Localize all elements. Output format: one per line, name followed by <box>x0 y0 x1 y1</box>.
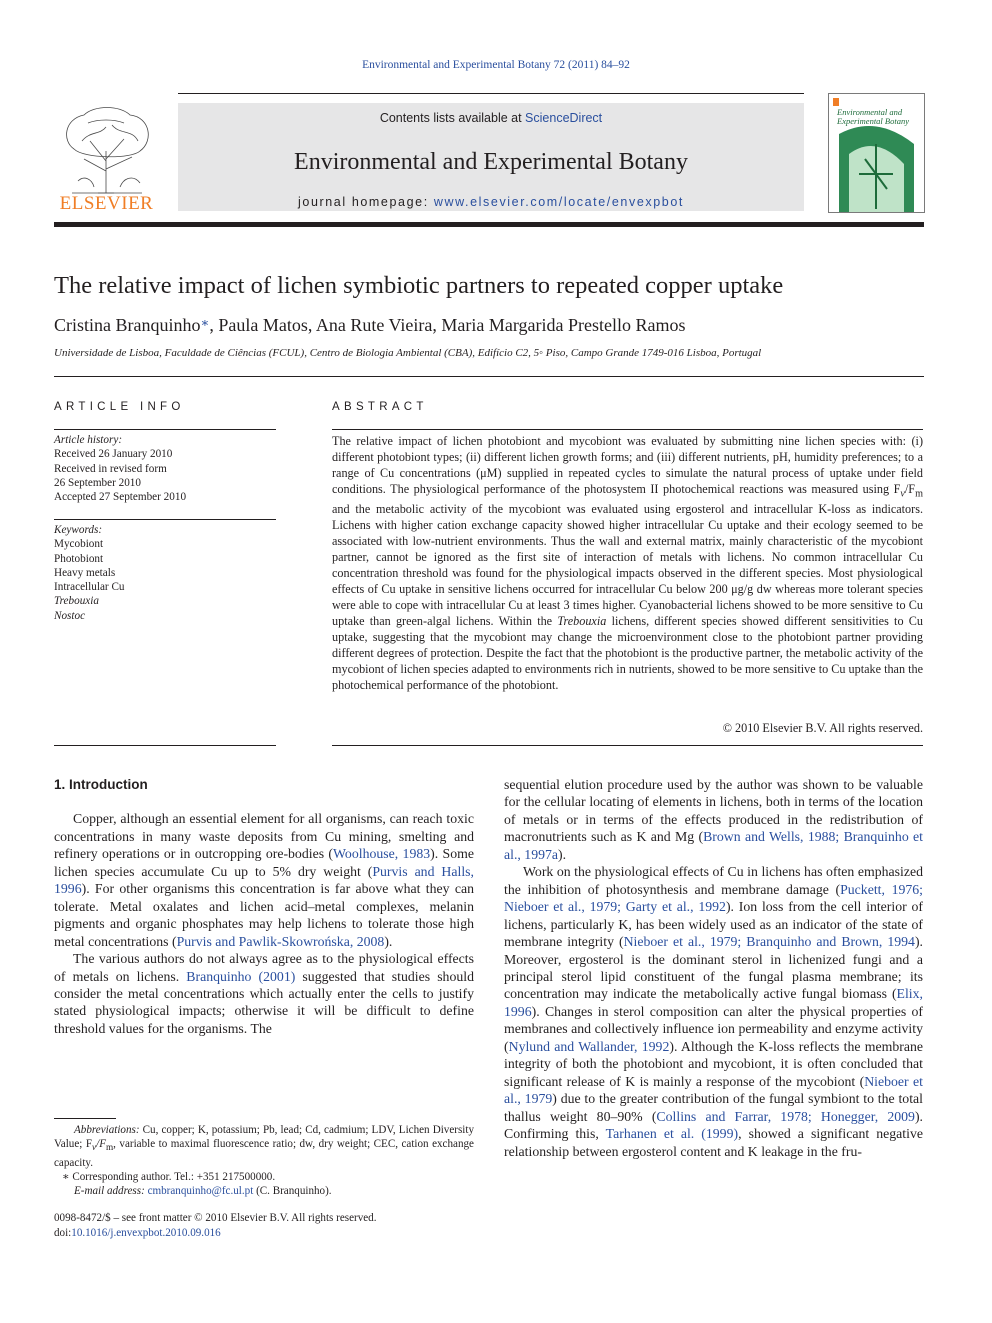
history-label: Article history: <box>54 434 123 446</box>
body-text: sequential elution procedure used by the author was shown to be valuable for the cellular locating of elements in lichens, both in terms of the location of metals or in terms of the effects produced in the redistribution of macronutrients such as K and Mg ( <box>504 777 923 845</box>
abbreviations-note <box>54 1123 474 1170</box>
author-first: Cristina Branquinho <box>54 315 201 335</box>
body-text: ). <box>384 933 393 949</box>
running-head[interactable]: Environmental and Experimental Botany 72 (2011) 84–92 <box>362 59 630 71</box>
keyword: Photobiont <box>54 552 104 565</box>
corr-text: Corresponding author. Tel.: +351 217500000. <box>69 1171 276 1184</box>
abstract-rule-bottom <box>332 745 923 746</box>
email-note <box>54 1184 474 1198</box>
body-text: ). For other organisms this concentration is far above what they can tolerate. Metal oxalates and lichen acid–metal complexes, melanin pigments and organic phosphates may help lichens to tolerate those high metal concentrations ( <box>54 881 474 949</box>
info-rule-top <box>54 429 276 430</box>
banner-rule <box>178 93 804 94</box>
abstract-text <box>332 434 923 694</box>
fm-subscript: m <box>915 488 923 500</box>
history-line: Received 26 January 2010 <box>54 448 173 461</box>
citation-link[interactable]: Purvis and Pawlik-Skowrońska, 2008 <box>176 933 385 949</box>
section-heading: 1. Introduction <box>54 777 148 792</box>
front-matter <box>54 1211 377 1241</box>
info-rule-mid <box>54 519 276 520</box>
abbr-text: Cu, copper; K, potassium; Pb, lead; Cd, cadmium; LDV, Lichen Diversity Value; F <box>54 1124 474 1151</box>
abbr-text: , variable to maximal fluorescence ratio; dw, dry weight; CEC, cation exchange capacity. <box>54 1138 474 1169</box>
body-text: ). Confirming this, <box>504 1108 923 1142</box>
citation-link[interactable]: Nieboer et al., 1979 <box>504 1073 924 1107</box>
abstract-copyright: © 2010 Elsevier B.V. All rights reserved. <box>722 721 923 735</box>
abbr-text: /F <box>96 1138 106 1151</box>
abstract-part: /F <box>904 481 916 496</box>
doi-link[interactable]: 10.1016/j.envexpbot.2010.09.016 <box>71 1227 221 1239</box>
body-text: Copper, although an essential element for all organisms, can reach toxic concentrations in many waste deposits from Cu mining, smelting and refinery operations or in outcropping ore-bodies ( <box>54 811 474 862</box>
homepage-link[interactable]: www.elsevier.com/locate/envexpbot <box>433 195 684 209</box>
corresponding-author-mark[interactable]: ∗ <box>200 315 210 330</box>
sciencedirect-link[interactable]: ScienceDirect <box>525 111 603 125</box>
author-list <box>54 315 686 336</box>
footnotes <box>54 1123 474 1199</box>
body-text: ). Changes in sterol composition can alter the physical properties of membranes and collectively influence ion permeability and enzyme activity ( <box>504 1003 923 1054</box>
body-text: ). Although the K-loss reflects the membrane integrity of both the photobiont and mycobiont, it is often concluded that significant release of K is mainly a response of the mycobiont ( <box>504 1038 923 1089</box>
citation-link[interactable]: Purvis and Halls, 1996 <box>54 863 474 897</box>
journal-homepage <box>178 195 804 209</box>
article-history <box>54 433 276 504</box>
contents-prefix: Contents lists available at <box>379 111 526 125</box>
body-text: ) due to the greater contribution of the fungal symbiont to the total thallus weight 80–90% ( <box>504 1091 924 1124</box>
keyword: Intracellular Cu <box>54 581 125 594</box>
body-paragraph <box>504 776 923 863</box>
citation-link[interactable]: Woolhouse, 1983 <box>333 846 431 862</box>
email-link[interactable]: cmbranquinho@fc.ul.pt <box>147 1185 254 1198</box>
body-text: ). Moreover, ergosterol is the dominant sterol in lichenized fungi and a principal sterol lipid constituent of the fungal plasma membrane; its concentration may indicate the metabolically active fungal biomass ( <box>504 934 923 1002</box>
issn-line: 0098-8472/$ – see front matter © 2010 Elsevier B.V. All rights reserved. <box>54 1212 377 1224</box>
body-right-column <box>504 776 923 1160</box>
email-suffix: (C. Branquinho). <box>253 1185 332 1198</box>
citation-link[interactable]: Branquinho (2001) <box>186 968 296 984</box>
abstract-part: and the metabolic activity of the mycobiont was evaluated using ergosterol and intracellular K-loss as indicators. Lichens with higher cation exchange capacity showed higher intracellular Cu uptake and their ecology seemed to be associated with low-nutrient environments. Thus the wall and external matrix, mainly characteristic of the mycobiont partner, cannot be ignored as the first site of interaction of metals with lichens. No common intracellular Cu concentration threshold was found for the physiological impacts observed in the different species. Most physiological effects of Cu uptake in sensitive lichens occurred for intracellular Cu below 200 μg/g dw whereas more tolerant species were able to cope with intracellular Cu at least 3 times higher. Cyanobacterial lichens showed to be more sensitive to Cu uptake than green-algal lichens. Within the <box>332 502 923 628</box>
body-text: suggested that studies should consider the metal concentrations which actually enter the cells to justify stated physiological impacts; otherwise it will be difficult to define threshold values for the organisms. The <box>54 968 474 1036</box>
corresponding-note <box>54 1170 474 1184</box>
keywords-label: Keywords: <box>54 524 103 536</box>
doi-line <box>54 1226 377 1241</box>
fm-subscript: m <box>105 1143 114 1154</box>
footnote-rule <box>54 1118 116 1119</box>
journal-title: Environmental and Experimental Botany <box>294 149 688 175</box>
doi-prefix: doi: <box>54 1227 72 1239</box>
fv-subscript: v <box>900 488 905 500</box>
keyword: Nostoc <box>54 609 86 622</box>
citation-link[interactable]: Brown and Wells, 1988; Branquinho et al., 1997a <box>504 829 923 862</box>
article-title: The relative impact of lichen symbiotic partners to repeated copper uptake <box>54 272 784 299</box>
keyword: Mycobiont <box>54 538 104 551</box>
title-divider <box>54 376 924 377</box>
masthead <box>54 93 924 223</box>
keyword: Heavy metals <box>54 566 116 579</box>
citation-link[interactable]: Nylund and Wallander, 1992 <box>508 1038 670 1054</box>
history-line: Received in revised form <box>54 462 167 475</box>
homepage-prefix: journal homepage: <box>298 195 434 209</box>
history-line: 26 September 2010 <box>54 476 141 489</box>
history-line: Accepted 27 September 2010 <box>54 491 187 504</box>
body-paragraph <box>504 863 923 1160</box>
abbr-label: Abbreviations: <box>74 1124 140 1136</box>
abstract-part: The relative impact of lichen photobiont and mycobiont was evaluated by submitting nine lichen species with: (i) different photobiont types; (ii) different lichen growth forms; and (iii) different nutrients, pH, humidity preferences; to a range of Cu concentrations (μM) supplied in repeated cycles to simulate the natural process of uptake under field conditions. The physiological performance of the photosystem II photochemical reactions was measured using F <box>332 434 923 496</box>
elsevier-wordmark[interactable]: ELSEVIER <box>59 193 154 214</box>
body-text: The various authors do not always agree as to the physiological effects of metals on lichens. <box>54 951 474 984</box>
email-label: E-mail address: <box>74 1185 145 1198</box>
body-text: , showed a significant negative relationship between ergosterol content and K leakage in the fru- <box>504 1126 923 1159</box>
citation-link[interactable]: Puckett, 1976; Nieboer et al., 1979; Garty et al., 1992 <box>504 881 924 915</box>
keywords <box>54 523 276 623</box>
info-rule-bottom <box>54 745 276 746</box>
abstract-heading: ABSTRACT <box>332 401 428 413</box>
fv-subscript: v <box>92 1143 97 1154</box>
citation-link[interactable]: Elix, 1996 <box>504 986 923 1019</box>
journal-banner <box>178 103 804 211</box>
body-left-column <box>54 776 474 1037</box>
abstract-rule-top <box>332 429 923 430</box>
abstract-genus: Trebouxia <box>557 613 607 628</box>
citation-link[interactable]: Collins and Farrar, 1978; Honegger, 2009 <box>656 1108 915 1124</box>
body-text: ). <box>558 846 567 862</box>
body-paragraph <box>54 810 474 950</box>
contents-line <box>178 111 804 125</box>
article-info-heading: ARTICLE INFO <box>54 401 185 413</box>
affiliation: Universidade de Lisboa, Faculdade de Ciências (FCUL), Centro de Biologia Ambiental (CBA), Edifício C2, 5◦ Piso, Campo Grande 1749-016 Lisboa, Portugal <box>54 347 762 359</box>
citation-link[interactable]: Nieboer et al., 1979; Branquinho and Brown, 1994 <box>623 934 915 950</box>
body-text: ). Some lichen species accumulate Cu up to 5% dry weight ( <box>54 846 474 879</box>
authors-rest: , Paula Matos, Ana Rute Vieira, Maria Margarida Prestello Ramos <box>209 315 686 335</box>
abstract-part: lichens, different species showed different sensitivities to Cu uptake, suggesting that the mycobiont may change the microenvironment close to the photobiont partner providing different degrees of protection. Despite the fact that the photobiont is the productive partner, the metabolic activity of the mycobiont of lichen species adapted to environments rich in nutrients, showed to be more sensitive to Cu uptake than the photochemical performance of the photobiont. <box>332 613 924 692</box>
cover-title: Environmental and Experimental Botany <box>837 107 909 126</box>
header-divider <box>54 222 924 227</box>
body-paragraph <box>54 950 474 1037</box>
body-text: Work on the physiological effects of Cu in lichens has often emphasized the inhibition of photosynthesis and membrane damage ( <box>504 864 923 897</box>
corr-mark: ∗ <box>62 1171 70 1184</box>
citation-link[interactable]: Tarhanen et al. (1999) <box>605 1126 739 1142</box>
journal-cover-thumbnail[interactable] <box>828 93 925 213</box>
body-text: ). Ion loss from the cell interior of lichens, particularly K, has been widely used as an indicator of the state of membrane integrity ( <box>504 899 923 950</box>
keyword: Trebouxia <box>54 595 99 608</box>
